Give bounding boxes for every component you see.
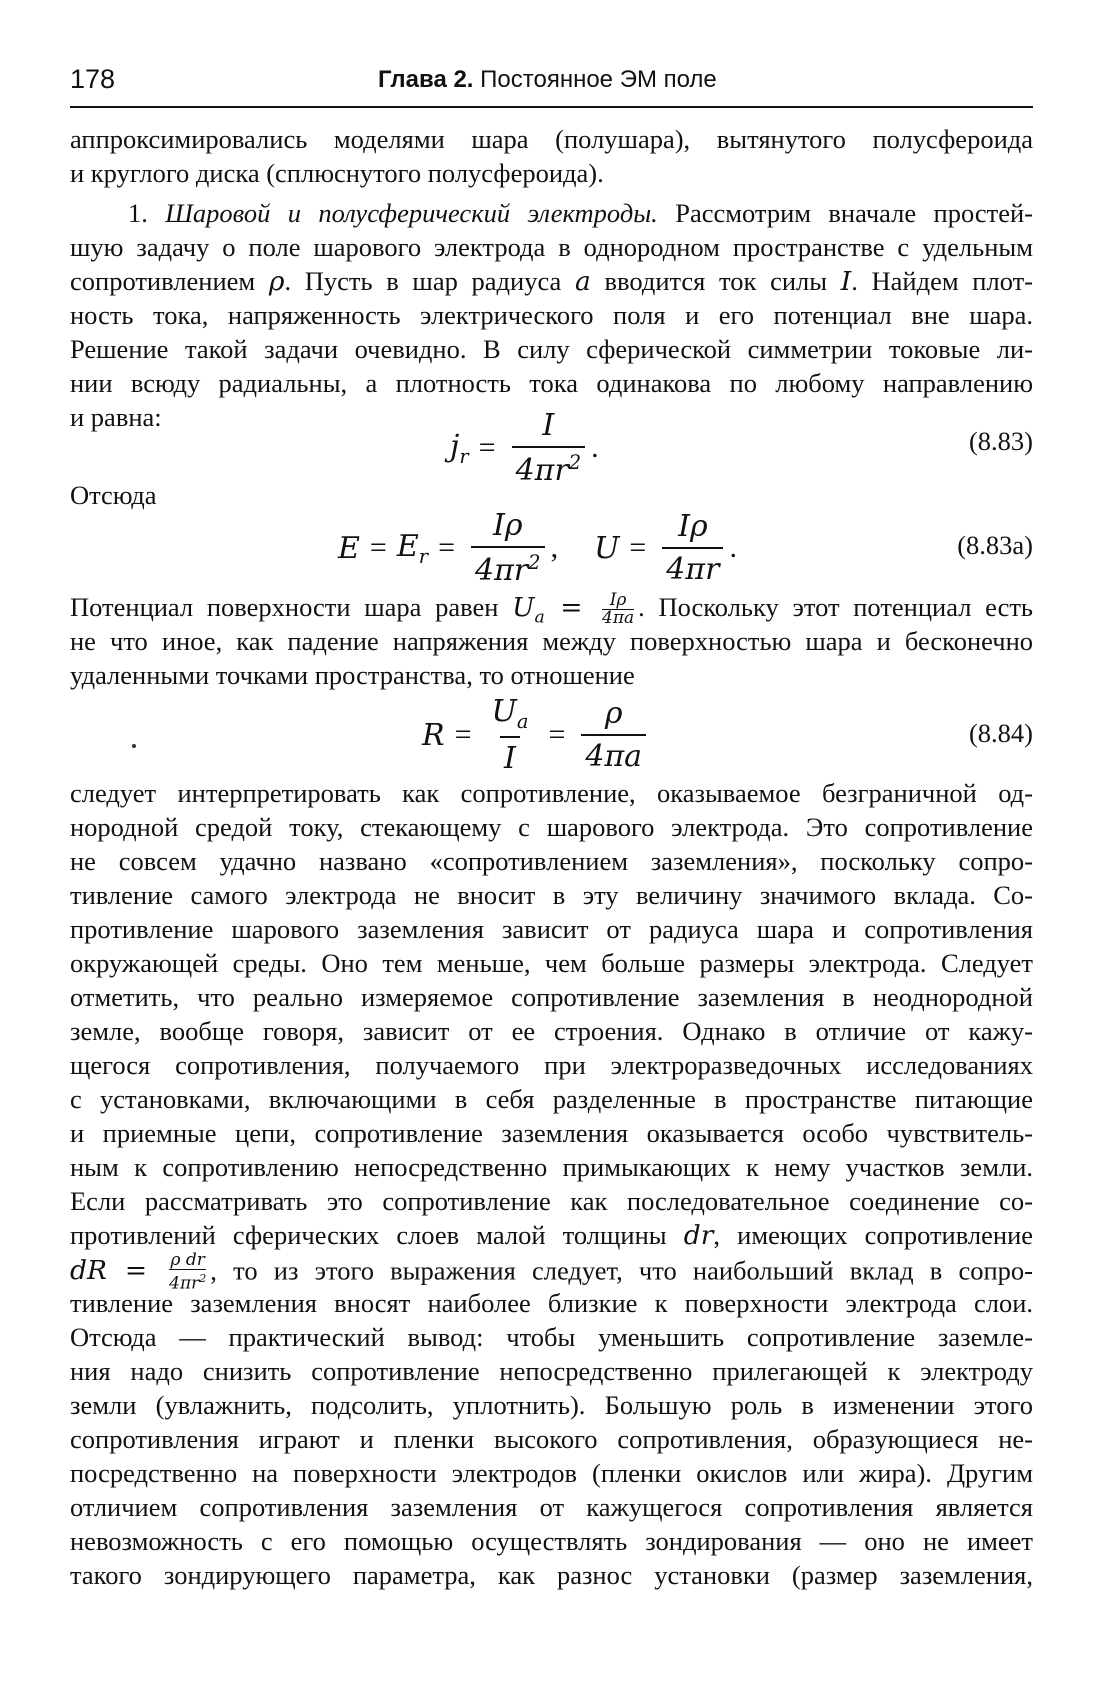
text-line: посредственно на поверхности электродов (пленки окислов или жира). Другим (70, 1458, 1033, 1488)
text-line: нородной средой току, стекающему с шарового электрода. Это сопротивление (70, 812, 1033, 842)
text-line (70, 1218, 1033, 1252)
equation-8-84 (70, 694, 1033, 776)
equation-number: (8.83) (968, 426, 1033, 456)
text-line: и равна: (70, 402, 162, 432)
text-fragment: . Поскольку этот потенциал есть (638, 592, 1033, 622)
text-line (70, 1250, 1034, 1294)
inline-formula-Ua: $U_a$ = $\frac{I\rho}{4\pi a}$ (512, 589, 635, 628)
text-line: с установками, включающими в себя разделенные в пространстве питающие (70, 1084, 1033, 1114)
text-line: Отсюда (70, 480, 157, 510)
text-line: нии всюду радиальны, а плотность тока одинакова по любому направлению (70, 368, 1033, 398)
text-fragment: сопротивлением (70, 266, 256, 296)
text-line: противление шарового заземления зависит от радиуса шара и сопротивления (70, 914, 1033, 944)
text-fragment: вводится ток силы (604, 266, 828, 296)
I-symbol: I (840, 266, 852, 297)
text-line: шую задачу о поле шарового электрода в однородном пространстве с удельным (70, 232, 1033, 262)
chapter-title: Постоянное ЭМ поле (480, 66, 717, 93)
text-fragment: , то из этого выражения следует, что наибольший вклад в сопро- (210, 1255, 1034, 1286)
text-fragment: Потенциал поверхности шара равен (70, 592, 499, 622)
page-header (70, 60, 1033, 108)
text-line: земле, вообще говоря, зависит от ее строения. Однако в отличие от кажу- (70, 1016, 1033, 1046)
text-line: ния надо снизить сопротивление непосредственно прилегающей к электроду (70, 1356, 1033, 1386)
section-number: 1. (128, 198, 148, 228)
text-line: и круглого диска (сплюснутого полусфероида). (70, 158, 604, 188)
text-line: сопротивления играют и пленки высокого сопротивления, образующиеся не- (70, 1424, 1033, 1454)
text-line: земли (увлажнить, подсолить, уплотнить). Большую роль в изменении этого (70, 1390, 1033, 1420)
text-line: отметить, что реально измеряемое сопротивление заземления в неоднородной (70, 982, 1033, 1012)
text-line: аппроксимировались моделями шара (полушара), вытянутого полусфероида (70, 124, 1033, 154)
formula-jr: $j_r$ = $\frac{I}{4\pi r^2}$ . (450, 408, 599, 488)
section-1-paragraph (70, 196, 1033, 434)
intro-paragraph (70, 122, 1033, 190)
inline-formula-dR: dR = $\frac{\text{ρ dr}}{4\pi r^2}$ (70, 1250, 207, 1294)
text-line: тивление самого электрода не вносит в эту величину значимого вклада. Со- (70, 880, 1033, 910)
text-line: такого зондирующего параметра, как разнос установки (размер заземления, (70, 1560, 1033, 1590)
text-line (70, 196, 1033, 230)
text-line: следует интерпретировать как сопротивление, оказываемое безграничной од- (70, 778, 1033, 808)
stray-dot (132, 744, 136, 748)
text-line: Решение такой задачи очевидно. В силу сферической симметрии токовые ли- (70, 334, 1033, 364)
text-line: невозможность с его помощью осуществлять зондирования — оно не имеет (70, 1526, 1033, 1556)
text-line: и приемные цепи, сопротивление заземления оказывается особо чувствитель- (70, 1118, 1033, 1148)
text-line: окружающей среды. Оно тем меньше, чем больше размеры электрода. Следует (70, 948, 1033, 978)
text-fragment: Рассмотрим вначале простей- (675, 198, 1033, 228)
a-symbol: a (575, 266, 591, 297)
text-line: тивление заземления вносят наиболее близкие к поверхности электрода слои. (70, 1288, 1033, 1318)
chapter-label: Глава 2. (378, 66, 474, 93)
main-paragraph (70, 776, 1033, 1592)
text-fragment: . Найдем плот- (851, 266, 1034, 296)
section-heading: Шаровой и полусферический электроды. (165, 198, 658, 228)
dr-symbol: dr (683, 1220, 714, 1251)
text-line (70, 264, 1033, 298)
text-line: не совсем удачно названо «сопротивлением заземления», поскольку сопро- (70, 846, 1033, 876)
running-title (378, 66, 717, 94)
page-number: 178 (70, 64, 116, 94)
potential-paragraph (70, 590, 1033, 692)
text-line: щегося сопротивления, получаемого при электроразведочных исследованиях (70, 1050, 1033, 1080)
formula-R: R = $\frac{U_a}{I}$ = $\frac{\rho}{4\pi a}$ (422, 694, 652, 776)
text-line: Если рассматривать это сопротивление как последовательное соединение со- (70, 1186, 1033, 1216)
equation-8-83a (70, 508, 1033, 588)
text-line: ным к сопротивлению непосредственно примыкающих к нему участков земли. (70, 1152, 1033, 1182)
formula-E-U: E = $E_r$ = $\frac{I\rho}{4\pi r^2}$ , U = $\frac{I\rho}{4\pi r}$ . (338, 508, 737, 588)
text-line: удаленными точками пространства, то отношение (70, 660, 635, 690)
equation-8-83 (70, 408, 1033, 488)
text-line: не что иное, как падение напряжения между поверхностью шара и бесконечно (70, 626, 1033, 656)
text-line: ность тока, напряженность электрического поля и его потенциал вне шара. (70, 300, 1033, 330)
text-line (70, 589, 1033, 628)
text-fragment: противлений сферических слоев малой толщины (70, 1220, 667, 1250)
equation-number: (8.84) (968, 718, 1033, 748)
text-line: отличием сопротивления заземления от кажущегося сопротивления является (70, 1492, 1033, 1522)
equation-number: (8.83a) (957, 530, 1033, 560)
text-line: Отсюда — практический вывод: чтобы уменьшить сопротивление заземле- (70, 1322, 1033, 1352)
text-fragment: , имеющих сопротивление (713, 1220, 1034, 1250)
otsyuda-line (70, 478, 1033, 512)
text-fragment: . Пусть в шар радиуса (284, 266, 562, 296)
rho-symbol: ρ (268, 266, 285, 297)
